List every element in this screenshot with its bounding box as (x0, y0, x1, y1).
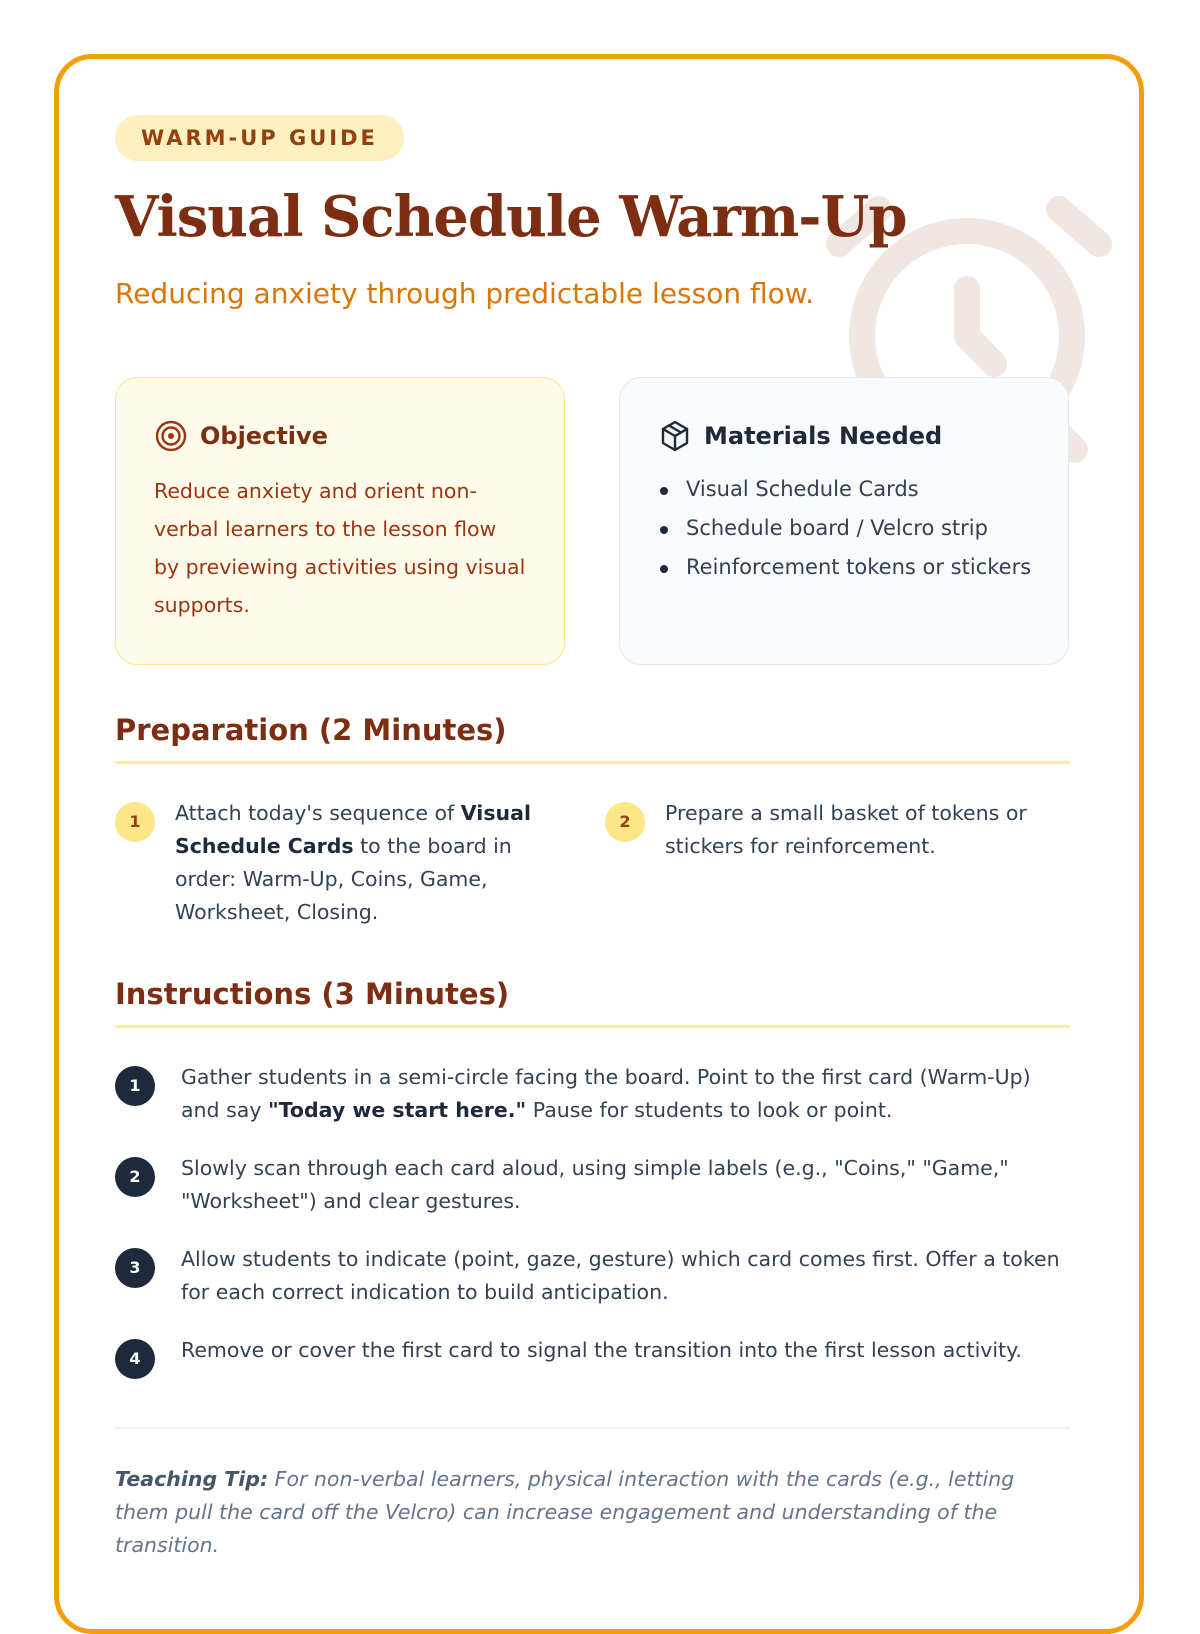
instruction-step-text: Slowly scan through each card aloud, using simple labels (e.g., "Coins," "Game," "Worksheet") and clear gestures. (181, 1156, 1009, 1213)
materials-box (619, 377, 1069, 665)
package-icon (658, 419, 692, 453)
guide-label-badge: WARM-UP GUIDE (115, 115, 404, 161)
step-number-badge: 4 (115, 1339, 155, 1379)
list-item: Reinforcement tokens or stickers (658, 548, 1030, 587)
instruction-step-text: Allow students to indicate (point, gaze, gesture) which card comes first. Offer a token for each correct indication to build anticipation. (181, 1247, 1060, 1304)
prep-step-1 (115, 797, 545, 929)
page-title: Visual Schedule Warm-Up (115, 184, 907, 250)
instruction-step-1 (115, 1061, 1065, 1127)
materials-header (658, 414, 1030, 458)
objective-title: Objective (200, 422, 328, 450)
instruction-step-2 (115, 1152, 1065, 1218)
instruction-step-3 (115, 1243, 1065, 1309)
step-number-badge: 3 (115, 1248, 155, 1288)
page-subtitle: Reducing anxiety through predictable lesson flow. (115, 277, 815, 310)
list-item: Visual Schedule Cards (658, 470, 1030, 509)
preparation-heading: Preparation (2 Minutes) (115, 713, 1070, 764)
instruction-step-text: Remove or cover the first card to signal the transition into the first lesson activity. (181, 1338, 1022, 1362)
materials-list (658, 470, 1030, 587)
divider (115, 1427, 1070, 1429)
objective-box (115, 377, 565, 665)
step-number-badge: 2 (115, 1157, 155, 1197)
prep-step-text: Prepare a small basket of tokens or stickers for reinforcement. (665, 801, 1027, 858)
list-item: Schedule board / Velcro strip (658, 509, 1030, 548)
warm-up-guide-card (54, 54, 1144, 1634)
prep-step-text: Attach today's sequence of Visual Schedule Cards to the board in order: Warm-Up, Coins, Game, Worksheet, Closing. (175, 801, 531, 924)
target-icon (154, 419, 188, 453)
instruction-step-4 (115, 1334, 1065, 1379)
prep-step-2 (605, 797, 1045, 863)
step-number-badge: 1 (115, 1066, 155, 1106)
teaching-tip-text: For non-verbal learners, physical interaction with the cards (e.g., letting them pull the card off the Velcro) can increase engagement and understanding of the transition. (115, 1467, 1015, 1557)
step-number-badge: 1 (115, 802, 155, 842)
step-number-badge: 2 (605, 802, 645, 842)
teaching-tip-label: Teaching Tip: (115, 1467, 269, 1491)
objective-header (154, 414, 526, 458)
instruction-step-text: Gather students in a semi-circle facing the board. Point to the first card (Warm-Up) and say "Today we start here." Pause for students to look or point. (181, 1065, 1031, 1122)
instructions-heading: Instructions (3 Minutes) (115, 977, 1070, 1028)
objective-text: Reduce anxiety and orient non-verbal learners to the lesson flow by previewing activities using visual supports. (154, 479, 526, 617)
teaching-tip (115, 1463, 1070, 1562)
materials-title: Materials Needed (704, 422, 943, 450)
